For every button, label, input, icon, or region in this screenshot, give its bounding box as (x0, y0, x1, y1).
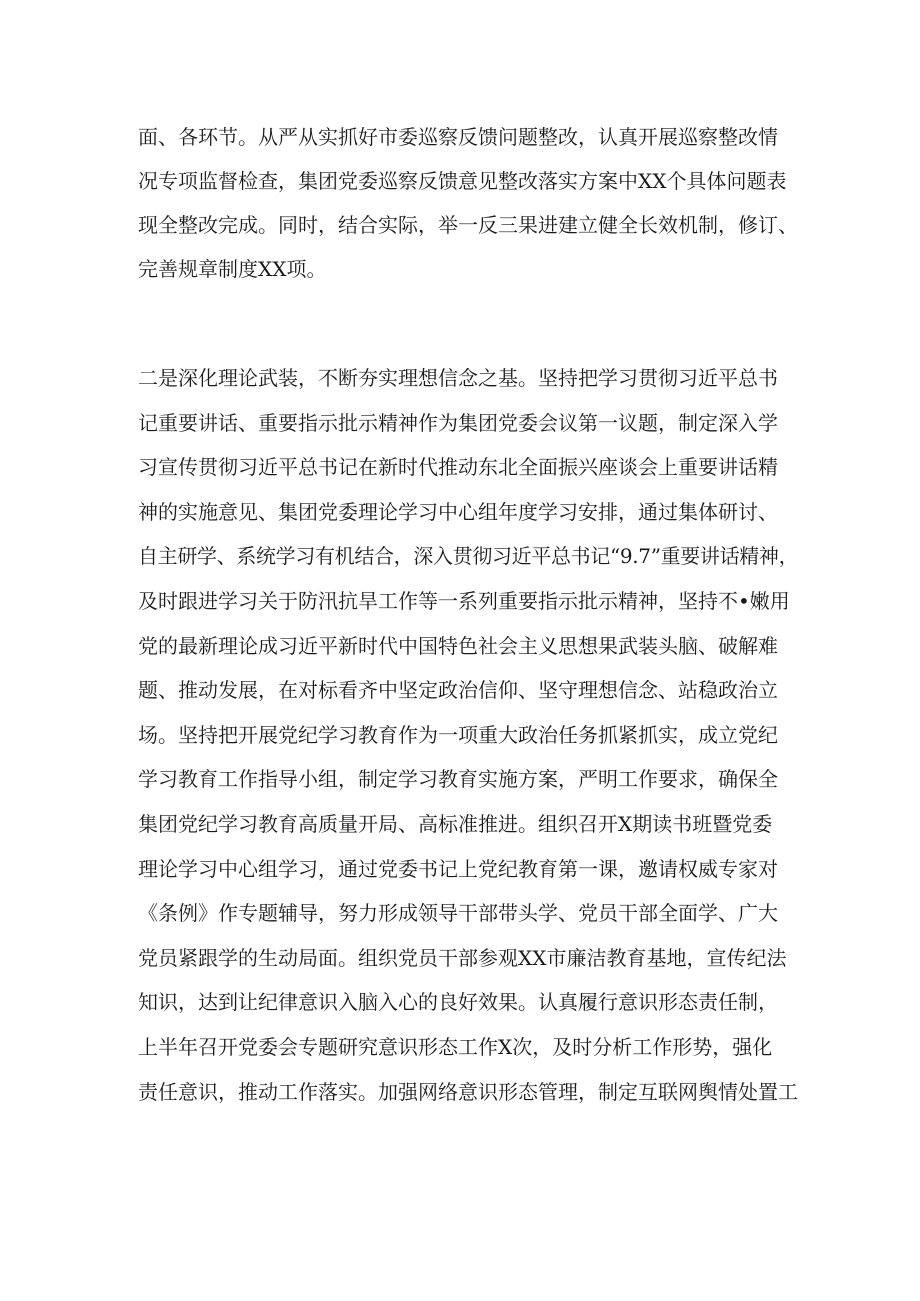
text-line: 责任意识，推动工作落实。加强网络意识形态管理，制定互联网舆情处置工 (138, 1079, 798, 1104)
text-line: 党员紧跟学的生动局面。组织党员干部参观XX市廉洁教育基地，宣传纪法 (138, 945, 787, 970)
text-line: 理论学习中心组学习，通过党委书记上党纪教育第一课，邀请权威专家对 (138, 856, 778, 881)
text-line: 况专项监督检查，集团党委巡察反馈意见整改落实方案中XX个具体问题表 (138, 169, 787, 193)
text-line: 及时跟进学习关于防汛抗旱工作等一系列重要指示批示精神，坚持不•嫩用 (138, 588, 790, 613)
paragraph-2 (138, 356, 798, 1114)
text-line: 自主研学、系统学习有机结合，深入贯彻习近平总书记“9.7”重要讲话精神， (138, 544, 799, 569)
paragraph-1 (138, 115, 798, 291)
text-line: 题、推动发展，在对标看齐中坚定政治信仰、坚守理想信念、站稳政治立 (138, 678, 778, 703)
text-line: 现全整改完成。同时，结合实际，举一反三果进建立健全长效机制，修订、 (138, 213, 798, 237)
text-line: 学习教育工作指导小组，制定学习教育实施方案，严明工作要求，确保全 (138, 767, 778, 792)
text-line: 完善规章制度XX项。 (138, 257, 327, 281)
text-line: 记重要讲话、重要指示批示精神作为集团党委会议第一议题，制定深入学 (138, 410, 778, 435)
text-line: 党的最新理论成习近平新时代中国特色社会主义思想果武装头脑、破解难 (138, 633, 778, 658)
text-line: 知识，达到让纪律意识入脑入心的良好效果。认真履行意识形态责任制， (138, 990, 778, 1015)
text-line: 习宣传贯彻习近平总书记在新时代推动东北全面振兴座谈会上重要讲话精 (138, 455, 778, 480)
text-line: 神的实施意见、集团党委理论学习中心组年度学习安排，通过集体研讨、 (138, 499, 778, 524)
text-line: 《条例》作专题辅导，努力形成领导干部带头学、党员干部全面学、广大 (138, 901, 778, 926)
text-line: 场。坚持把开展党纪学习教育作为一项重大政治任务抓紧抓实，成立党纪 (138, 722, 778, 747)
text-line: 二是深化理论武装，不断夯实理想信念之基。坚持把学习贯彻习近平总书 (138, 366, 778, 390)
text-line: 集团党纪学习教育高质量开局、高标准推进。组织召开X期读书班暨党委 (138, 811, 773, 836)
text-line: 上半年召开党委会专题研究意识形态工作X次，及时分析工作形势，强化 (138, 1034, 773, 1059)
text-line: 面、各环节。从严从实抓好市委巡察反馈问题整改，认真开展巡察整改情 (138, 125, 778, 149)
